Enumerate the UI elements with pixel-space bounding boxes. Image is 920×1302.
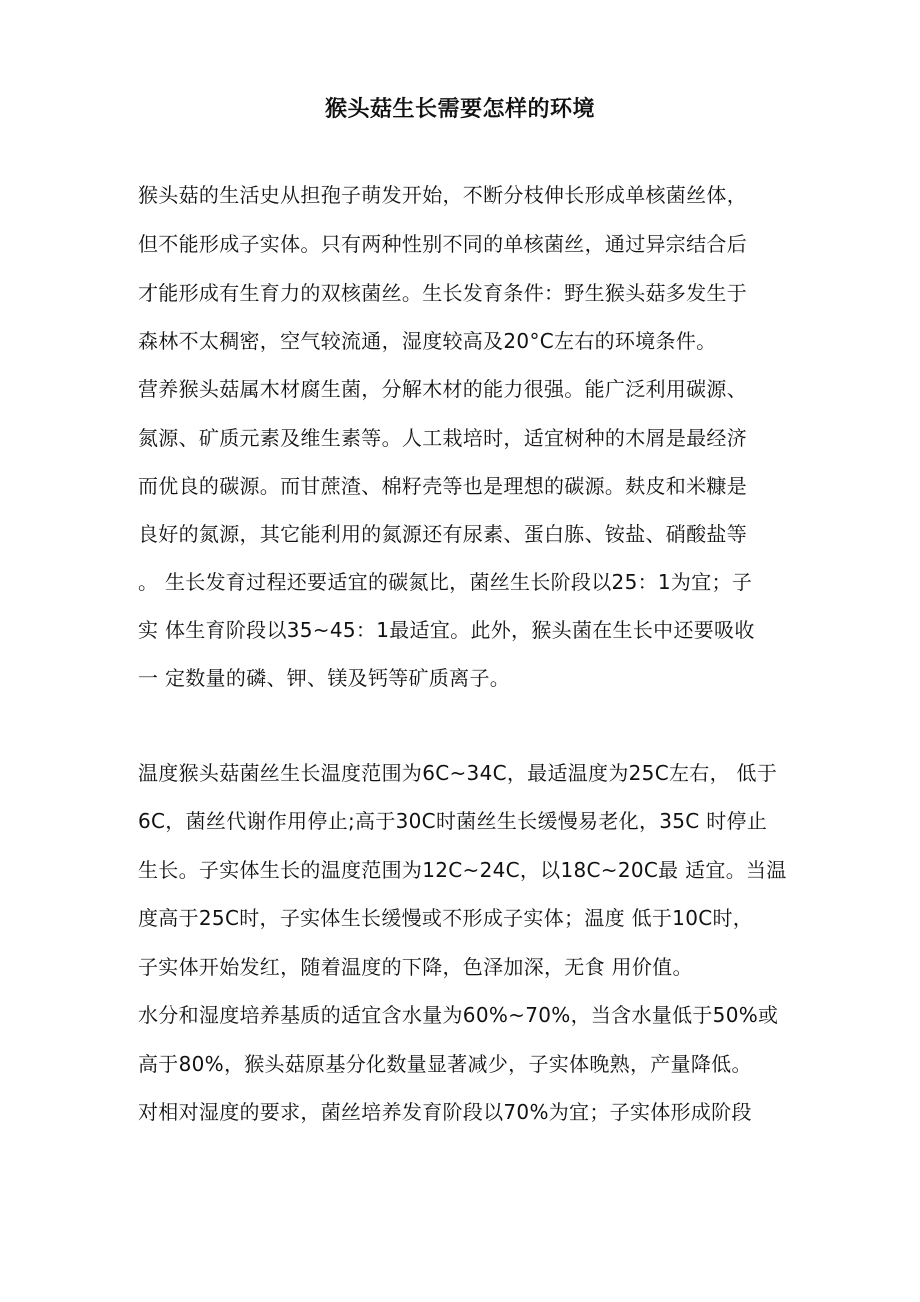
text-line: 生长。子实体生长的温度范围为12C~24C，以18C~20C最 适宜。当温 xyxy=(138,858,787,882)
text-line: 而优良的碳源。而甘蔗渣、棉籽壳等也是理想的碳源。麸皮和米糠是 xyxy=(138,474,747,498)
page-title: 猴头菇生长需要怎样的环境 xyxy=(324,97,595,122)
text-line: 度高于25C时，子实体生长缓慢或不形成子实体；温度 低于10C时， xyxy=(138,906,754,930)
text-line: 良好的氮源，其它能利用的氮源还有尿素、蛋白胨、铵盐、硝酸盐等 xyxy=(138,522,747,546)
text-line: 氮源、矿质元素及维生素等。人工栽培时，适宜树种的木屑是最经济 xyxy=(138,426,747,450)
text-line: 森林不太稠密，空气较流通，湿度较高及20°C左右的环境条件。 xyxy=(138,329,717,353)
text-line: 实 体生育阶段以35~45：1最适宜。此外，猴头菌在生长中还要吸收 xyxy=(138,618,755,642)
text-line: 6C，菌丝代谢作用停止;高于30C时菌丝生长缓慢易老化，35C 时停止 xyxy=(138,809,768,833)
text-line: 子实体开始发红，随着温度的下降，色泽加深，无食 用价值。 xyxy=(138,955,693,979)
text-line: 水分和湿度培养基质的适宜含水量为60%~70%，当含水量低于50%或 xyxy=(138,1003,779,1027)
text-line: 对相对湿度的要求，菌丝培养发育阶段以70%为宜；子实体形成阶段 xyxy=(138,1100,752,1124)
text-line: 营养猴头菇属木材腐生菌，分解木材的能力很强。能广泛利用碳源、 xyxy=(138,377,747,401)
text-line: 温度猴头菇菌丝生长温度范围为6C~34C，最适温度为25C左右， 低于 xyxy=(138,761,778,785)
text-line: 但不能形成子实体。只有两种性别不同的单核菌丝，通过异宗结合后 xyxy=(138,232,747,256)
text-line: 猴头菇的生活史从担孢子萌发开始，不断分枝伸长形成单核菌丝体， xyxy=(138,183,747,207)
text-line: 高于80%，猴头菇原基分化数量显著减少，子实体晚熟，产量降低。 xyxy=(138,1052,752,1076)
text-line: 才能形成有生育力的双核菌丝。生长发育条件：野生猴头菇多发生于 xyxy=(138,281,747,305)
text-line: 一 定数量的磷、钾、镁及钙等矿质离子。 xyxy=(138,666,511,690)
text-line: 。 生长发育过程还要适宜的碳氮比，菌丝生长阶段以25：1为宜；子 xyxy=(138,570,753,594)
